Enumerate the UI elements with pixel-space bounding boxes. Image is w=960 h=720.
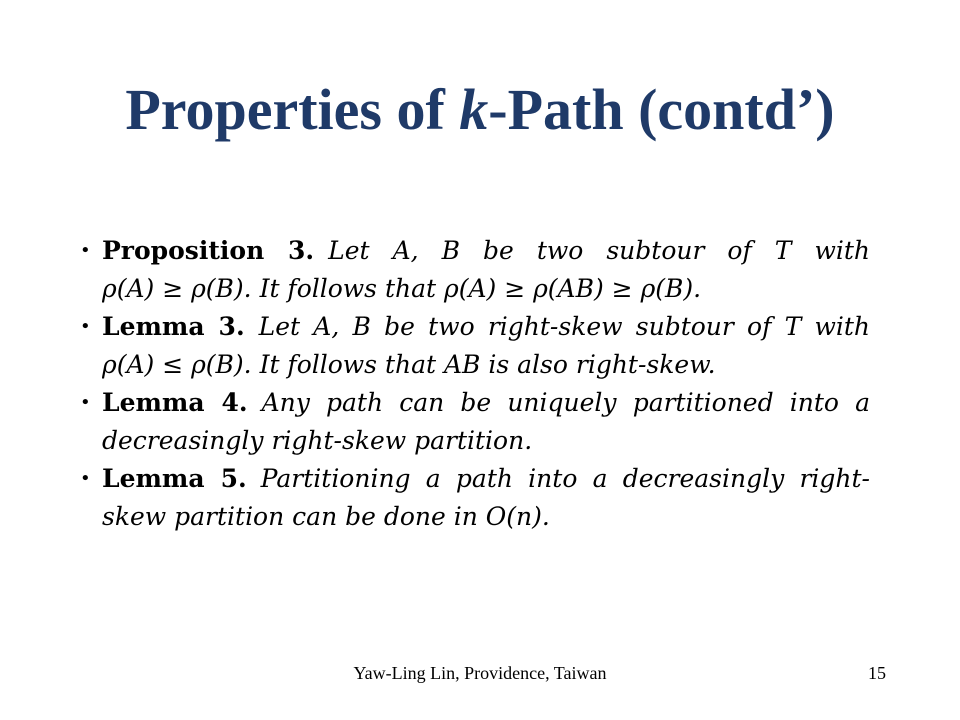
item-label: Lemma 5.	[102, 464, 247, 493]
item-line-2: skew partition can be done in O(n).	[102, 502, 550, 531]
lemma-4-item	[80, 384, 870, 460]
item-line-2: decreasingly right-skew partition.	[102, 426, 533, 455]
item-statement: Partitioning a path into a decreasingly right-	[260, 464, 870, 493]
title-suffix: -Path (contd’)	[488, 77, 835, 142]
bullet-icon: •	[80, 392, 91, 413]
bullet-icon: •	[80, 468, 91, 489]
page-number: 15	[868, 663, 886, 683]
proposition-3-item	[80, 232, 870, 308]
item-label: Lemma 3.	[102, 312, 245, 341]
title-variable: k	[459, 77, 489, 142]
slide-content	[80, 232, 870, 536]
item-statement: Any path can be uniquely partitioned into a	[261, 388, 870, 417]
item-statement: Let A, B be two right-skew subtour of T with	[258, 312, 870, 341]
slide-title	[0, 70, 960, 150]
lemma-5-item	[80, 460, 870, 536]
footer-text: Yaw-Ling Lin, Providence, Taiwan	[353, 663, 607, 683]
title-prefix: Properties of	[125, 77, 460, 142]
item-line-2: ρ(A) ≤ ρ(B). It follows that AB is also right-skew.	[102, 350, 716, 379]
item-line-1	[102, 232, 870, 270]
item-line-1	[102, 308, 870, 346]
item-label: Lemma 4.	[102, 388, 248, 417]
item-statement: Let A, B be two subtour of T with	[328, 236, 870, 265]
item-label: Proposition 3.	[102, 236, 315, 265]
item-line-1	[102, 384, 870, 422]
item-line-2: ρ(A) ≥ ρ(B). It follows that ρ(A) ≥ ρ(AB) ≥ ρ(B).	[102, 274, 702, 303]
item-line-1	[102, 460, 870, 498]
bullet-icon: •	[80, 316, 91, 337]
lemma-3-item	[80, 308, 870, 384]
bullet-icon: •	[80, 240, 91, 261]
